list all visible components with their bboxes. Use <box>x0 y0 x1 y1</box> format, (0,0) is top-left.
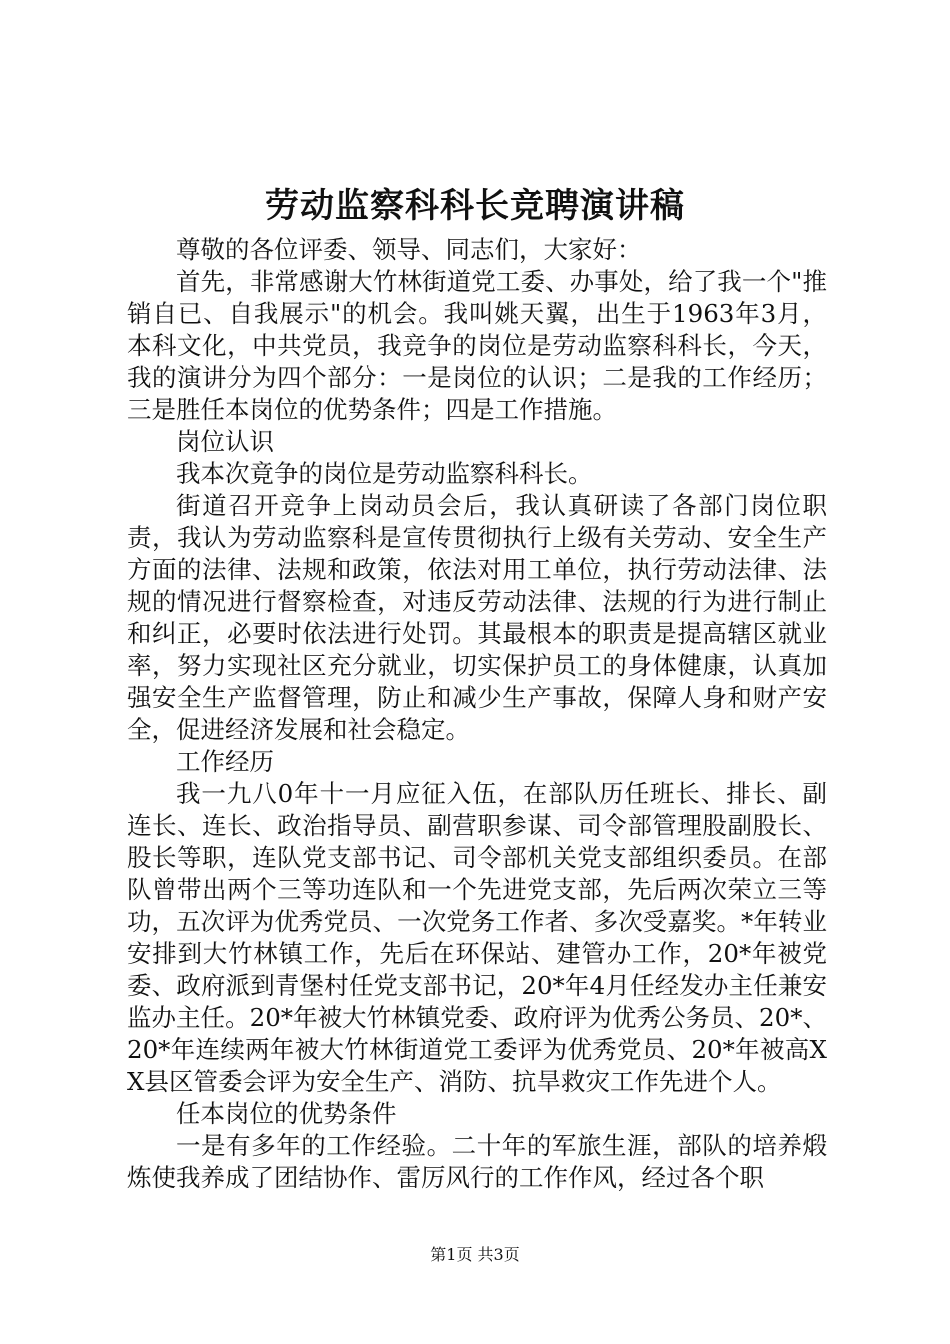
section-heading-position: 岗位认识 <box>176 427 274 456</box>
duties-paragraph: 街道召开竞争上岗动员会后，我认真研读了各部门岗位职责，我认为劳动监察科是宣传贯彻执行上级有关劳动、安全生产方面的法律、法规和政策，依法对用工单位，执行劳动法律、法规的情况进行督察检查，对违反劳动法律、法规的行为进行制止和纠正，必要时依法进行处罚。其最根本的职责是提高辖区就业率，努力实现社区充分就业，切实保护员工的身体健康，认真加强安全生产监督管理，防止和减少生产事故，保障人身和财产安全，促进经济发展和社会稳定。 <box>127 491 827 744</box>
page-footer: 第1页 共3页 <box>430 1245 520 1264</box>
position-paragraph: 我本次竟争的岗位是劳动监察科科长。 <box>176 459 593 488</box>
advantages-paragraph: 一是有多年的工作经验。二十年的军旅生涯，部队的培养煅炼使我养成了团结协作、雷厉风行的工作作风，经过各个职 <box>127 1131 827 1192</box>
experience-paragraph: 我一九八0年十一月应征入伍，在部队历任班长、排长、副连长、连长、政治指导员、副营职参谋、司令部管理股副股长、股长等职，连队党支部书记、司令部机关党支部组织委员。在部队曾带出两个三等功连队和一个先进党支部，先后两次荣立三等功，五次评为优秀党员、一次党务工作者、多次受嘉奖。*年转业安排到大竹林镇工作，先后在环保站、建管办工作，20*年被党委、政府派到青堡村任党支部书记，20*年4月任经发办主任兼安监办主任。20*年被大竹林镇党委、政府评为优秀公务员、20*、20*年连续两年被大竹林街道党工委评为优秀党员、20*年被高XX县区管委会评为安全生产、消防、抗旱救灾工作先进个人。 <box>127 779 827 1096</box>
section-heading-experience: 工作经历 <box>176 747 274 776</box>
intro-paragraph: 首先，非常感谢大竹林街道党工委、办事处，给了我一个"推销自已、自我展示"的机会。我叫姚天翼，出生于1963年3月，本科文化，中共党员，我竞争的岗位是劳动监察科科长，今天，我的演讲分为四个部分：一是岗位的认识；二是我的工作经历；三是胜任本岗位的优势条件；四是工作措施。 <box>127 267 827 424</box>
document-title: 劳动监察科科长竞聘演讲稿 <box>265 186 685 226</box>
section-heading-advantages: 任本岗位的优势条件 <box>176 1099 397 1128</box>
greeting-paragraph: 尊敬的各位评委、领导、同志们，大家好： <box>176 235 642 264</box>
document-body <box>127 234 827 1194</box>
